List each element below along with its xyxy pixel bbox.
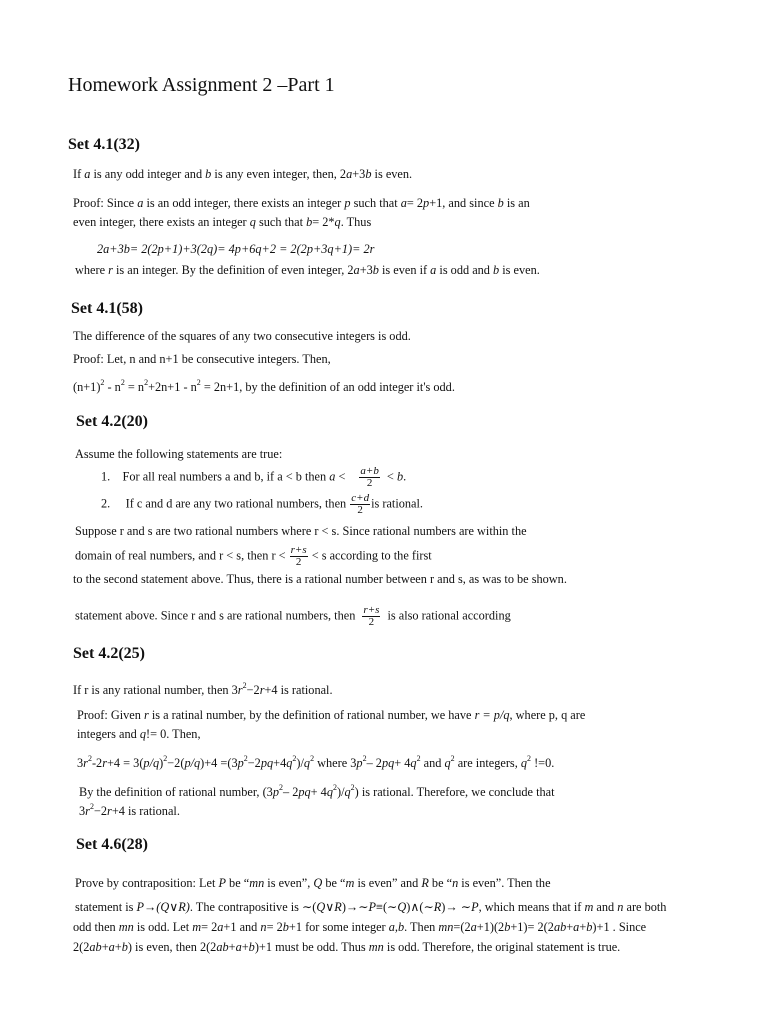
section-heading-4-1-32: Set 4.1(32) <box>68 136 140 153</box>
statement-4-1-58: The difference of the squares of any two consecutive integers is odd. <box>73 329 411 343</box>
proof-line-2: even integer, there exists an integer q such that b= 2*q. Thus <box>73 215 372 229</box>
definition-line-2: $3r^2-2r+4$ is rational. <box>79 802 180 818</box>
statement-4-2-25: If r is any rational number, then $3r^2-2r+4$ is rational. <box>73 681 333 697</box>
paragraph-line-3: to the second statement above. Thus, there is a rational number between r and s, as was to be shown. <box>73 572 567 586</box>
section-heading-4-1-58: Set 4.1(58) <box>71 300 143 317</box>
conclusion-4-1-32: where r is an integer. By the definition of even integer, 2a+3b is even if a is odd and b is even. <box>75 263 540 277</box>
fraction: $\frac{r+s}{2}$ <box>290 544 307 568</box>
paragraph-line-2: domain of real numbers, and r < s, then r < $\frac{r+s}{2}$ < s according to the first <box>75 544 432 568</box>
equation-4-2-25: $3r^2-2r+4 = 3(p/q)^2-2(p/q)+4 =(3p^2-2pq+4q^2)/q^2$ where $3p^2-$ $2pq+ 4q^2$ and $q^2$ are integers, $q^2$ !=0. <box>77 754 555 770</box>
contraposition-line-2: statement is P→(Q∨R). The contrapositive is ∼(Q∨R)→∼P≡(∼Q)∧(∼R)→ ∼P, which means that if m and n are both <box>75 900 667 914</box>
section-heading-4-2-25: Set 4.2(25) <box>73 645 145 662</box>
fraction: $\frac{r+s}{2}$ <box>363 604 380 628</box>
contraposition-line-3: odd then mn is odd. Let m= 2a+1 and n= 2b+1 for some integer a,b. Then mn=(2a+1)(2b+1)= 2(2ab+a+b)+1 . Since <box>73 920 647 934</box>
proof-line-1: Proof: Since a is an odd integer, there exists an integer p such that a= 2p+1, and since b is an <box>73 196 530 210</box>
statement-4-1-32: If a is any odd integer and b is any even integer, then, 2a+3b is even. <box>73 167 413 181</box>
fraction: $\frac{c+d}{2}$ <box>351 492 370 516</box>
fraction: $\frac{a+b}{2}$ <box>360 465 379 489</box>
definition-line-1: By the definition of rational number, ($3p^2-$ $2pq+ 4q^2)/q^2$) is rational. Therefore, we conclude that <box>79 783 555 799</box>
paragraph-line-4: statement above. Since r and s are rational numbers, then $\frac{r+s}{2}$ is also rational according <box>75 604 511 628</box>
contraposition-line-1: Prove by contraposition: Let P be “mn is even”, Q be “m is even” and R be “n is even”. Then the <box>75 876 551 890</box>
section-heading-4-6-28: Set 4.6(28) <box>76 836 148 853</box>
proof-4-2-25-line-1: Proof: Given r is a ratinal number, by the definition of rational number, we have r = p/q, where p, q are <box>77 708 586 722</box>
page-title: Homework Assignment 2 –Part 1 <box>68 74 335 96</box>
equation-4-1-58: $(n+1)^2 - n^2 = n^2+2n+1 - n^2 = 2n+1$, by the definition of an odd integer it's odd. <box>73 378 455 394</box>
proof-4-2-25-line-2: integers and q!= 0. Then, <box>77 727 201 741</box>
contraposition-line-4: 2(2ab+a+b) is even, then 2(2ab+a+b)+1 must be odd. Thus mn is odd. Therefore, the original statement is true. <box>73 940 621 954</box>
assume-text: Assume the following statements are true: <box>75 447 283 461</box>
paragraph-line-1: Suppose r and s are two rational numbers where r < s. Since rational numbers are within the <box>75 524 527 538</box>
equation-4-1-32: 2a+3b= 2(2p+1)+3(2q)= 4p+6q+2 = 2(2p+3q+1)= 2r <box>97 242 375 256</box>
proof-4-1-58: Proof: Let, n and n+1 be consecutive integers. Then, <box>73 352 331 366</box>
list-item-2: 2. If c and d are any two rational numbers, then $\frac{c+d}{2}$ is rational. <box>101 492 423 516</box>
list-item-1: 1. For all real numbers a and b, if a < b then a < $\frac{a+b}{2}$ < b. <box>101 465 407 489</box>
section-heading-4-2-20: Set 4.2(20) <box>76 413 148 430</box>
